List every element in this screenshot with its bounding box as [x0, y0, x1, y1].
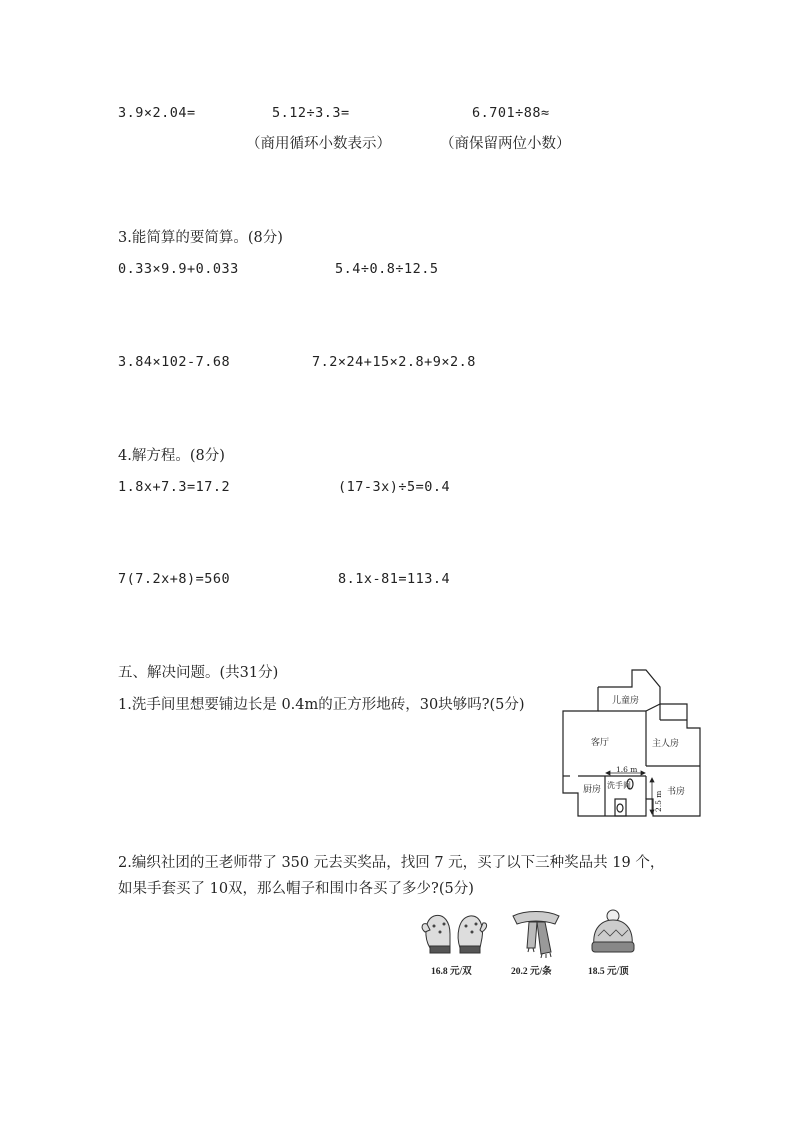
simplify-heading: 3.能简算的要简算。(8分): [118, 230, 283, 246]
room-label-kids: 儿童房: [612, 696, 640, 706]
simplify-item-4: 7.2×24+15×2.8+9×2.8: [312, 354, 476, 370]
equation-2: (17-3x)÷5=0.4: [338, 479, 451, 495]
simplify-item-1: 0.33×9.9+0.033: [118, 261, 239, 277]
dimension-width-label: 1.6 m: [616, 765, 638, 774]
question-2: 2.编织社团的王老师带了 350 元去买奖品，找回 7 元，买了以下三种奖品共 19 个，如果手套买了 10双，那么帽子和围巾各买了多少?(5分): [118, 855, 665, 897]
room-label-living: 客厅: [591, 738, 610, 748]
mittens-icon: [420, 908, 490, 956]
scarf-icon: [507, 908, 565, 958]
calc-problem-2: 5.12÷3.3=: [272, 105, 350, 121]
scarf-price: 20.2 元/条: [511, 967, 552, 977]
calc-problem-3: 6.701÷88≈: [472, 105, 550, 121]
equation-1: 1.8x+7.3=17.2: [118, 479, 231, 495]
calc-problem-1: 3.9×2.04=: [118, 105, 196, 121]
dimension-height-label: 2.5 m: [654, 790, 663, 812]
calc-note-2: （商用循环小数表示）: [246, 136, 391, 152]
equation-4: 8.1x-81=113.4: [338, 571, 451, 587]
question-1: 1.洗手间里想要铺边长是 0.4m的正方形地砖，30块够吗?(5分): [118, 697, 525, 713]
mittens-price: 16.8 元/双: [431, 967, 472, 977]
simplify-item-2: 5.4÷0.8÷12.5: [335, 261, 439, 277]
room-label-kitchen: 厨房: [583, 785, 602, 795]
room-label-washroom: 洗手间: [607, 781, 631, 790]
floor-plan-diagram: [560, 668, 710, 820]
section5-heading: 五、解决问题。(共31分): [118, 665, 279, 681]
simplify-item-3: 3.84×102-7.68: [118, 354, 231, 370]
equations-heading: 4.解方程。(8分): [118, 448, 225, 464]
calc-note-3: （商保留两位小数）: [440, 136, 571, 152]
room-label-study: 书房: [667, 787, 686, 797]
knit-hat-icon: [588, 908, 638, 956]
equation-3: 7(7.2x+8)=560: [118, 571, 231, 587]
knit-hat-price: 18.5 元/顶: [588, 967, 629, 977]
room-label-master: 主人房: [652, 739, 680, 749]
